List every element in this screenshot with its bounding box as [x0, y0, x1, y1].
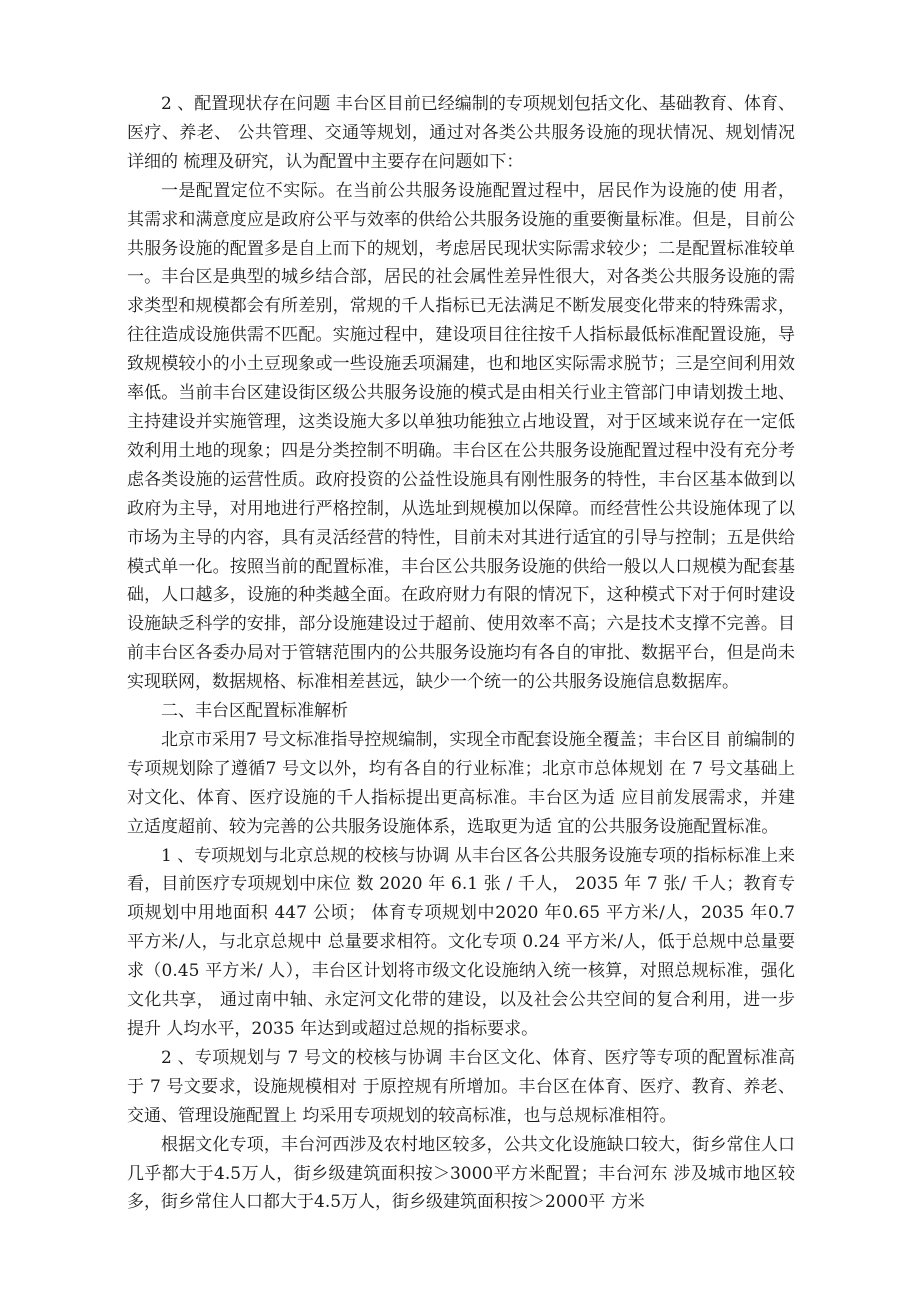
paragraph-check-document-7: 2 、专项规划与 7 号文的校核与协调 丰台区文化、体育、医疗等专项的配置标准高于 7 号文要求，设施规模相对 于原控规有所增加。丰台区在体育、医疗、教育、养老、交通、管理设施配置上 均采用专项规划的较高标准，也与总规标准相符。 [127, 1047, 795, 1126]
paragraph-culture-special-plan: 根据文化专项，丰台河西涉及农村地区较多，公共文化设施缺口较大，街乡常住人口几乎都大于4.5万人，街乡级建筑面积按＞3000平方米配置；丰台河东 涉及城市地区较多，街乡常住人口都大于4.5万人，街乡级建筑面积按＞2000平 方米 [127, 1134, 795, 1213]
document-body [127, 90, 795, 1217]
section-heading-standards-analysis: 二、丰台区配置标准解析 [161, 701, 348, 722]
paragraph-config-problems: 2 、配置现状存在问题 丰台区目前已经编制的专项规划包括文化、基础教育、体育、医疗、养老、 公共管理、交通等规划，通过对各类公共服务设施的现状情况、规划情况详细的 梳理及研究，认为配置中主要存在问题如下： [127, 94, 795, 172]
paragraph-beijing-standards: 北京市采用7 号文标准指导控规编制，实现全市配套设施全覆盖；丰台区目 前编制的专项规划除了遵循7 号文以外，均有各自的行业标准；北京市总体规划 在 7 号文基础上对文化、体育、医疗设施的千人指标提出更高标准。丰台区为适 应目前发展需求，并建立适度超前、较为完善的公共服务设施体系，选取更为适 宜的公共服务设施配置标准。 [127, 729, 795, 837]
paragraph-problem-details: 一是配置定位不实际。在当前公共服务设施配置过程中，居民作为设施的使 用者，其需求和满意度应是政府公平与效率的供给公共服务设施的重要衡量标准。但是，目前公共服务设施的配置多是自上而下的规划，考虑居民现状实际需求较少；二是配置标准较单一。丰台区是典型的城乡结合部，居民的社会属性差异性很大，对各类公共服务设施的需求类型和规模都会有所差别，常规的千人指标已无法满足不断发展变化带来的特殊需求，往往造成设施供需不匹配。实施过程中，建设项目往往按千人指标最低标准配置设施，导致规模较小的小土豆现象或一些设施丢项漏建，也和地区实际需求脱节；三是空间利用效率低。当前丰台区建设街区级公共服务设施的模式是由相关行业主管部门申请划拨土地、主持建设并实施管理，这类设施大多以单独功能独立占地设置，对于区域来说存在一定低效利用土地的现象；四是分类控制不明确。丰台区在公共服务设施配置过程中没有充分考虑各类设施的运营性质。政府投资的公益性设施具有刚性服务的特性，丰台区基本做到以政府为主导，对用地进行严格控制，从选址到规模加以保障。而经营性公共设施体现了以市场为主导的内容，具有灵活经营的特性，目前未对其进行适宜的引导与控制；五是供给模式单一化。按照当前的配置标准，丰台区公共服务设施的供给一般以人口规模为配套基础，人口越多，设施的种类越全面。在政府财力有限的情况下，这种模式下对于何时建设设施缺乏科学的安排，部分设施建设过于超前、使用效率不高；六是技术支撑不完善。目前丰台区各委办局对于管辖范围内的公共服务设施均有各自的审批、数据平台，但是尚未实现联网，数据规格、标准相差甚远，缺少一个统一的公共服务设施信息数据库。 [127, 180, 795, 693]
paragraph-check-master-plan: 1 、专项规划与北京总规的校核与协调 从丰台区各公共服务设施专项的指标标准上来看，目前医疗专项规划中床位 数 2020 年 6.1 张 / 千人， 2035 年 7 张/ 千人；教育专项规划中用地面积 447 公顷； 体育专项规划中2020 年0.65 平方米/人，2035 年0.7 平方米/人，与北京总规中 总量要求相符。文化专项 0.24 平方米/人，低于总规中总量要求（0.45 平方米/ 人），丰台区计划将市级文化设施纳入统一核算，对照总规标准，强化文化共享， 通过南中轴、永定河文化带的建设，以及社会公共空间的复合利用，进一步提升 人均水平，2035 年达到或超过总规的指标要求。 [127, 845, 795, 1039]
